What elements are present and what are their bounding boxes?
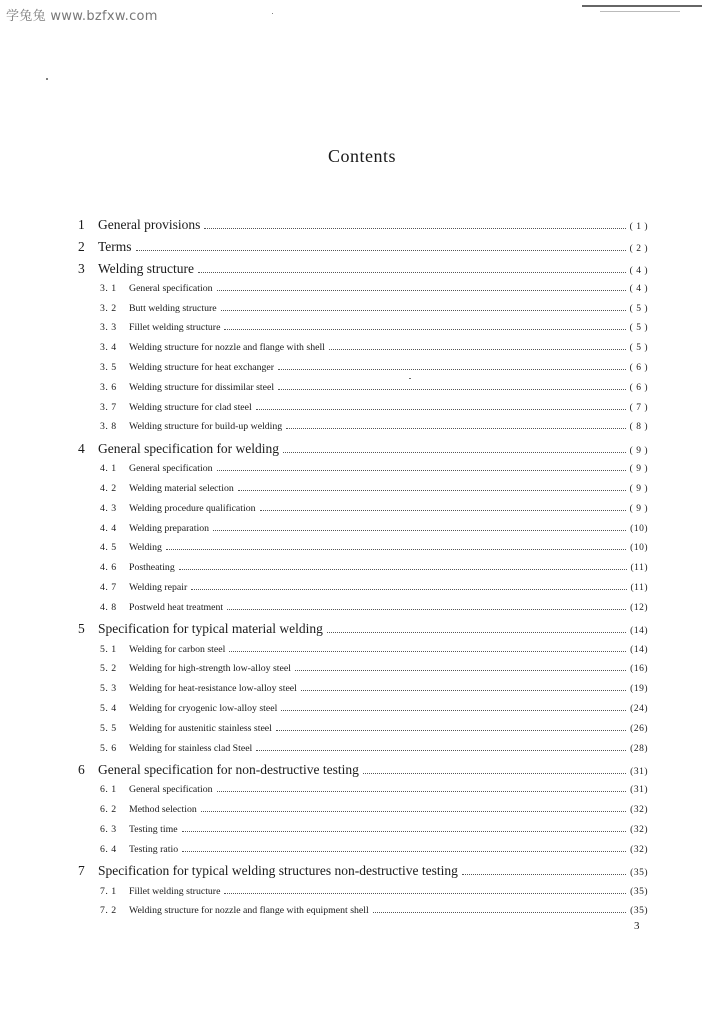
toc-entry-number: 3. 6 [100,381,117,393]
toc-entry-label: Welding [129,542,162,554]
toc-section-entry[interactable] [78,520,648,540]
toc-entry-page: (19) [630,684,648,695]
toc-entry-label: Welding structure [98,260,195,276]
toc-leader-dots [281,700,626,711]
toc-entry-number: 4. 1 [100,463,117,475]
toc-entry-page: ( 5 ) [629,343,648,354]
toc-entry-number: 7 [78,863,85,879]
toc-entry-page: ( 8 ) [629,422,648,433]
toc-entry-number: 5. 4 [100,702,117,714]
toc-entry-number: 5. 5 [100,722,117,734]
toc-entry-page: ( 2 ) [629,243,648,254]
toc-entry-label: General specification for welding [98,440,280,456]
toc-section-entry[interactable] [78,419,648,439]
toc-entry-page: ( 6 ) [629,362,648,373]
toc-leader-dots [363,760,626,775]
toc-entry-label: Welding for carbon steel [129,643,226,655]
toc-leader-dots [283,438,626,453]
toc-entry-page: (10) [630,543,648,554]
toc-entry-page: ( 4 ) [629,265,648,276]
toc-leader-dots [204,214,625,229]
toc-entry-number: 5. 3 [100,683,117,695]
toc-entry-label: Specification for typical welding structures non-destructive testing [98,863,458,879]
toc-section-entry[interactable] [78,339,648,359]
toc-entry-page: ( 9 ) [629,503,648,514]
toc-leader-dots [217,280,626,291]
toc-entry-page: (11) [630,563,648,574]
toc-chapter-entry[interactable] [78,760,648,782]
toc-entry-number: 3. 5 [100,361,117,373]
scan-speck [46,78,48,80]
toc-entry-page: (31) [630,767,648,778]
toc-entry-label: Fillet welding structure [129,322,221,334]
toc-entry-page: ( 9 ) [629,483,648,494]
toc-section-entry[interactable] [78,801,648,821]
toc-section-entry[interactable] [78,821,648,841]
toc-leader-dots [182,841,626,852]
toc-entry-number: 6 [78,762,85,778]
toc-section-entry[interactable] [78,903,648,923]
toc-entry-number: 3. 8 [100,421,117,433]
toc-entry-page: (32) [630,844,648,855]
toc-leader-dots [182,821,627,832]
toc-leader-dots [179,559,627,570]
toc-leader-dots [256,399,626,410]
toc-entry-label: Welding material selection [129,482,234,494]
toc-entry-page: (12) [630,602,648,613]
toc-entry-number: 7. 1 [100,885,117,897]
toc-entry-label: Welding preparation [129,522,210,534]
scan-artifact-line [582,5,702,7]
toc-entry-page: ( 9 ) [629,464,648,475]
toc-entry-label: Welding structure for nozzle and flange with shell [129,342,325,354]
toc-entry-number: 4. 7 [100,581,117,593]
toc-leader-dots [221,300,626,311]
toc-entry-label: Welding structure for build-up welding [129,421,283,433]
toc-entry-page: (31) [630,785,648,796]
toc-section-entry[interactable] [78,579,648,599]
toc-entry-label: Welding for stainless clad Steel [129,742,253,754]
watermark-text: 学兔兔 www.bzfxw.com [6,9,158,24]
toc-entry-page: ( 9 ) [629,445,648,456]
toc-leader-dots [224,883,626,894]
toc-leader-dots [229,641,626,652]
toc-entry-page: (28) [630,743,648,754]
toc-entry-number: 4. 2 [100,482,117,494]
toc-leader-dots [217,782,627,793]
page-title: Contents [327,146,396,166]
toc-entry-page: (14) [630,644,648,655]
toc-entry-number: 7. 2 [100,905,117,917]
toc-entry-label: General provisions [98,216,201,232]
toc-section-entry[interactable] [78,300,648,320]
toc-entry-label: Welding for heat-resistance low-alloy steel [129,683,297,695]
toc-entry-page: (35) [630,906,648,917]
toc-entry-number: 5. 6 [100,742,117,754]
toc-leader-dots [373,903,626,914]
toc-section-entry[interactable] [78,782,648,802]
toc-entry-number: 4. 6 [100,562,117,574]
toc-section-entry[interactable] [78,379,648,399]
toc-section-entry[interactable] [78,500,648,520]
toc-entry-page: (10) [630,523,648,534]
toc-leader-dots [462,861,626,876]
toc-entry-page: (35) [630,868,648,879]
toc-entry-page: (35) [630,886,648,897]
toc-chapter-entry[interactable] [78,438,648,460]
toc-entry-page: ( 5 ) [629,323,648,334]
toc-entry-label: Welding for austenitic stainless steel [129,722,272,734]
toc-section-entry[interactable] [78,540,648,560]
toc-chapter-entry[interactable] [78,258,648,280]
toc-entry-label: Welding for high-strength low-alloy steel [129,663,291,675]
toc-entry-number: 5. 1 [100,643,117,655]
toc-entry-number: 3 [78,260,85,276]
toc-section-entry[interactable] [78,399,648,419]
toc-leader-dots [191,579,626,590]
toc-section-entry[interactable] [78,359,648,379]
toc-entry-label: Testing ratio [129,843,179,855]
toc-entry-label: Welding repair [129,581,188,593]
toc-entry-label: General specification [129,784,213,796]
toc-entry-label: Welding for cryogenic low-alloy steel [129,702,278,714]
toc-entry-label: General specification for non-destructive testing [98,762,359,778]
toc-leader-dots [136,236,626,251]
toc-leader-dots [224,320,625,331]
toc-entry-label: General specification [129,463,213,475]
toc-entry-number: 6. 2 [100,804,117,816]
toc-entry-page: (16) [630,664,648,675]
toc-section-entry[interactable] [78,280,648,300]
toc-leader-dots [286,419,625,430]
toc-section-entry[interactable] [78,480,648,500]
page-number: 3 [634,920,640,932]
toc-entry-label: Method selection [129,804,197,816]
toc-leader-dots [238,480,626,491]
scan-artifact-line [600,11,680,12]
toc-leader-dots [276,720,626,731]
toc-entry-label: Welding structure for nozzle and flange with equipment shell [129,905,369,917]
toc-entry-page: ( 1 ) [629,221,648,232]
toc-leader-dots [201,801,626,812]
toc-entry-label: Specification for typical material welding [98,621,323,637]
toc-entry-number: 5 [78,621,85,637]
toc-entry-page: ( 6 ) [629,382,648,393]
toc-entry-label: Postweld heat treatment [129,601,224,613]
toc-entry-page: (32) [630,805,648,816]
toc-entry-label: Testing time [129,823,178,835]
toc-leader-dots [227,599,626,610]
toc-section-entry[interactable] [78,883,648,903]
toc-section-entry[interactable] [78,680,648,700]
toc-entry-number: 4. 5 [100,542,117,554]
toc-leader-dots [327,619,626,634]
toc-entry-page: ( 7 ) [629,402,648,413]
toc-section-entry[interactable] [78,720,648,740]
toc-section-entry[interactable] [78,320,648,340]
toc-entry-number: 4. 4 [100,522,117,534]
toc-leader-dots [217,460,626,471]
toc-entry-page: (26) [630,723,648,734]
toc-leader-dots [295,661,626,672]
toc-entry-page: (14) [630,626,648,637]
toc-section-entry[interactable] [78,641,648,661]
toc-section-entry[interactable] [78,740,648,760]
toc-section-entry[interactable] [78,841,648,861]
toc-entry-number: 3. 7 [100,401,117,413]
toc-leader-dots [256,740,626,751]
toc-entry-label: General specification [129,282,213,294]
toc-entry-label: Butt welding structure [129,302,217,314]
toc-entry-label: Terms [98,238,132,254]
toc-entry-number: 2 [78,238,85,254]
toc-section-entry[interactable] [78,460,648,480]
toc-entry-page: ( 4 ) [629,283,648,294]
toc-chapter-entry[interactable] [78,861,648,883]
table-of-contents [78,214,648,922]
toc-chapter-entry[interactable] [78,214,648,236]
toc-leader-dots [278,359,626,370]
toc-entry-number: 6. 4 [100,843,117,855]
toc-entry-page: (24) [630,703,648,714]
toc-leader-dots [329,339,626,350]
scan-speck [272,13,273,14]
toc-leader-dots [166,540,626,551]
toc-chapter-entry[interactable] [78,236,648,258]
toc-entry-label: Welding structure for clad steel [129,401,252,413]
toc-entry-number: 1 [78,216,85,232]
toc-entry-number: 5. 2 [100,663,117,675]
toc-entry-page: (11) [630,582,648,593]
toc-leader-dots [278,379,626,390]
toc-entry-number: 4 [78,440,85,456]
toc-entry-number: 3. 2 [100,302,117,314]
toc-entry-number: 6. 3 [100,823,117,835]
toc-leader-dots [198,258,626,273]
toc-entry-label: Postheating [129,562,175,574]
toc-entry-number: 3. 4 [100,342,117,354]
toc-entry-label: Welding structure for dissimilar steel [129,381,275,393]
toc-section-entry[interactable] [78,559,648,579]
toc-leader-dots [213,520,626,531]
toc-chapter-entry[interactable] [78,619,648,641]
toc-section-entry[interactable] [78,661,648,681]
toc-entry-number: 4. 3 [100,502,117,514]
toc-section-entry[interactable] [78,700,648,720]
toc-entry-number: 4. 8 [100,601,117,613]
toc-leader-dots [301,680,626,691]
toc-section-entry[interactable] [78,599,648,619]
toc-entry-page: (32) [630,824,648,835]
toc-entry-number: 3. 3 [100,322,117,334]
toc-entry-number: 3. 1 [100,282,117,294]
toc-entry-label: Welding procedure qualification [129,502,256,514]
toc-entry-label: Fillet welding structure [129,885,221,897]
toc-leader-dots [260,500,626,511]
toc-entry-label: Welding structure for heat exchanger [129,361,275,373]
toc-entry-number: 6. 1 [100,784,117,796]
toc-entry-page: ( 5 ) [629,303,648,314]
